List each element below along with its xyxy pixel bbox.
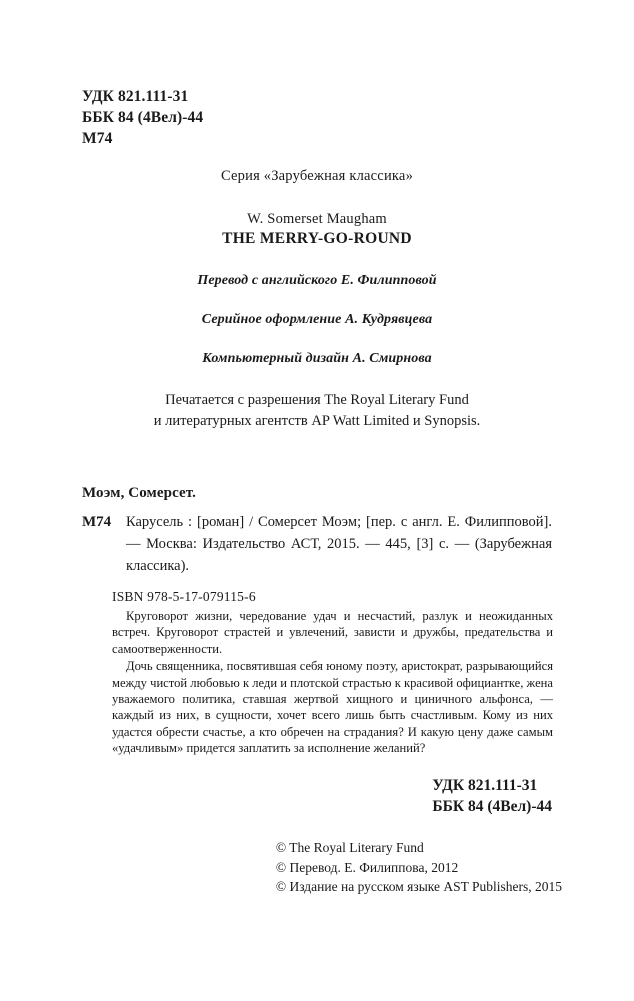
title-credits-block bbox=[0, 168, 634, 432]
permission-line-1: Печатается с разрешения The Royal Literary Fund bbox=[165, 392, 469, 408]
original-title: THE MERRY-GO-ROUND bbox=[222, 230, 412, 247]
annotation-paragraph: Круговорот жизни, чередование удач и несчастий, разлук и неожиданных встреч. Круговорот страстей и увлечений, зависти и дружбы, предательства и самоотверженности. bbox=[112, 609, 553, 656]
cip-record bbox=[82, 485, 552, 605]
cip-description: Карусель : [роман] / Сомерсет Моэм; [пер. с англ. Е. Филипповой]. — Москва: Издательство АСТ, 2015. — 445, [3] с. — (Зарубежная классика). bbox=[126, 514, 552, 574]
udk-code-bottom: УДК 821.111-31 bbox=[432, 777, 538, 794]
udk-code: УДК 821.111-31 bbox=[82, 88, 189, 105]
copyright-block bbox=[276, 838, 562, 897]
credit-translation: Перевод с английского Е. Филипповой bbox=[197, 273, 437, 288]
cip-author: Моэм, Сомерсет. bbox=[82, 485, 196, 501]
cip-code: М74 bbox=[82, 514, 112, 530]
original-author: W. Somerset Maugham bbox=[247, 211, 387, 227]
copyright-line: © Издание на русском языке AST Publishers, 2015 bbox=[275, 879, 562, 894]
author-code: М74 bbox=[82, 130, 113, 147]
bbk-code-bottom: ББК 84 (4Вел)-44 bbox=[432, 798, 552, 815]
permission-note bbox=[0, 390, 634, 432]
classification-block bbox=[82, 86, 203, 149]
credit-computer-design: Компьютерный дизайн А. Смирнова bbox=[202, 351, 432, 366]
bbk-code: ББК 84 (4Вел)-44 bbox=[82, 109, 204, 126]
copyright-line: © Перевод. Е. Филиппова, 2012 bbox=[275, 859, 459, 875]
permission-line-2: и литературных агентств AP Watt Limited и Synopsis. bbox=[153, 413, 481, 429]
cip-body bbox=[82, 511, 552, 577]
isbn: ISBN 978-5-17-079115-6 bbox=[112, 589, 256, 604]
copyright-line: © The Royal Literary Fund bbox=[275, 840, 424, 855]
annotation-paragraph: Дочь священника, посвятившая себя юному поэту, аристократ, разрывающийся между чистой любовью к леди и плотской страстью к красивой официантке, жена уважаемого политика, ставшая жертвой хищного и циничного альфонса, — каждый из них, в сущности, хочет всего лишь быть счастливым. Кому из них удастся обрести счастье, а кто обречен на страдания? И какую цену даже самым «удачливым» придется заплатить за исполнение желаний? bbox=[112, 659, 553, 756]
credit-series-design: Серийное оформление А. Кудрявцева bbox=[201, 312, 433, 327]
series-line: Серия «Зарубежная классика» bbox=[220, 168, 414, 184]
annotation-block bbox=[112, 608, 553, 757]
classification-block-bottom bbox=[432, 775, 552, 817]
